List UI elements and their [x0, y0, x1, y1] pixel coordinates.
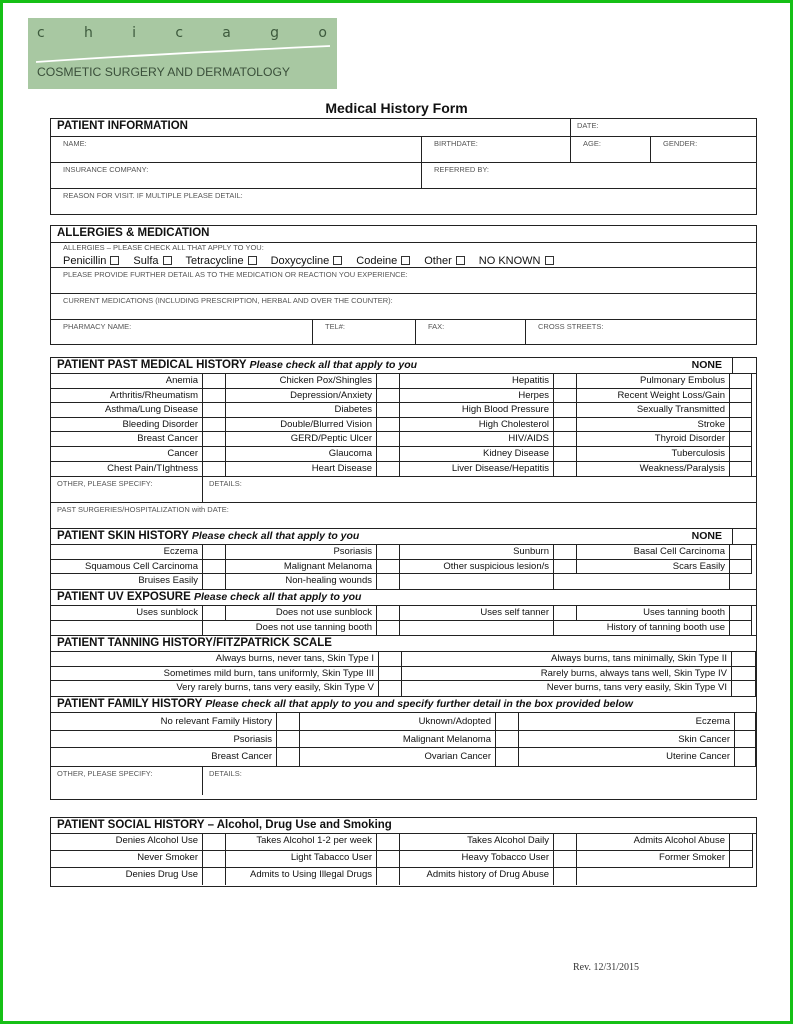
logo-letter: i — [132, 25, 137, 41]
none-checkbox[interactable] — [732, 358, 756, 373]
pharmacy-name-field[interactable]: PHARMACY NAME: — [63, 322, 132, 331]
condition-checkbox[interactable] — [731, 667, 756, 682]
uv-option-label: Uses tanning booth — [577, 606, 729, 621]
checkbox-icon[interactable] — [248, 256, 257, 265]
empty-cell — [400, 621, 553, 636]
age-field[interactable]: AGE: — [583, 139, 601, 148]
empty-cell — [729, 574, 752, 589]
skin-grid — [51, 545, 756, 590]
social-option-checkbox[interactable] — [729, 834, 753, 851]
grid-check-column — [553, 374, 577, 476]
condition-checkbox[interactable] — [376, 574, 400, 589]
empty-cell — [577, 868, 729, 885]
condition-checkbox[interactable] — [553, 374, 577, 389]
condition-checkbox[interactable] — [729, 403, 752, 418]
grid-label-column — [51, 374, 202, 476]
condition-label: Always burns, never tans, Skin Type I — [51, 652, 378, 667]
none-label: NONE — [691, 530, 722, 543]
empty-cell — [577, 574, 729, 589]
birthdate-field[interactable]: BIRTHDATE: — [434, 139, 478, 148]
condition-checkbox[interactable] — [729, 545, 752, 560]
social-header — [51, 818, 756, 834]
condition-label: Very rarely burns, tans very easily, Skin Type V — [176, 682, 374, 694]
current-medications-field[interactable]: CURRENT MEDICATIONS (INCLUDING PRESCRIPTION, HERBAL AND OVER THE COUNTER): — [63, 296, 393, 305]
social-row — [51, 851, 756, 868]
social-option-label: Takes Alcohol Daily — [400, 834, 553, 851]
condition-label: High Cholesterol — [400, 418, 553, 433]
grid-label-column — [577, 545, 729, 589]
condition-checkbox[interactable] — [378, 667, 402, 682]
section-instruction: Please check all that apply to you — [249, 359, 418, 371]
social-option-label: Admits history of Drug Abuse — [426, 869, 549, 880]
grid-check-column — [376, 606, 400, 635]
allergies-section — [50, 225, 757, 345]
condition-checkbox[interactable] — [276, 731, 300, 749]
uv-option-label: Uses self tanner — [400, 606, 553, 621]
social-option-label: Never Smoker — [51, 851, 202, 868]
logo-letter: a — [222, 25, 231, 41]
uv-option-checkbox[interactable] — [376, 621, 400, 636]
empty-cell — [400, 574, 553, 589]
grid-check-column — [376, 545, 400, 589]
condition-label: Liver Disease/Hepatitis — [451, 462, 549, 474]
grid-check-column — [276, 713, 300, 766]
grid-check-column — [202, 606, 226, 635]
grid-label-column — [577, 606, 729, 635]
condition-checkbox[interactable] — [376, 432, 400, 447]
condition-label: Ovarian Cancer — [424, 751, 491, 763]
condition-label: Eczema — [519, 713, 734, 731]
social-option-checkbox[interactable] — [553, 834, 577, 851]
allergy-option[interactable] — [479, 255, 554, 267]
section-heading: PATIENT FAMILY HISTORY — [57, 697, 203, 710]
grid-label-column — [51, 652, 378, 696]
tanning-grid — [51, 652, 756, 697]
family-details-field[interactable]: DETAILS: — [209, 768, 242, 778]
condition-label: Eczema — [51, 545, 202, 560]
condition-label: Weakness/Paralysis — [639, 462, 725, 474]
grid-check-column — [729, 545, 752, 589]
cross-streets-field[interactable]: CROSS STREETS: — [538, 322, 604, 331]
grid-label-column — [400, 606, 553, 635]
section-heading: PATIENT UV EXPOSURE — [57, 590, 191, 603]
condition-checkbox[interactable] — [202, 374, 226, 389]
social-option-checkbox[interactable] — [729, 851, 753, 868]
grid-check-column — [376, 374, 400, 476]
condition-checkbox[interactable] — [731, 681, 756, 696]
condition-label: Tuberculosis — [577, 447, 729, 462]
grid-label-column — [577, 374, 729, 476]
condition-checkbox[interactable] — [553, 418, 577, 433]
condition-label: Asthma/Lung Disease — [51, 403, 202, 418]
grid-label-column — [51, 545, 202, 589]
condition-checkbox[interactable] — [202, 432, 226, 447]
condition-checkbox[interactable] — [553, 462, 577, 477]
checkbox-icon[interactable] — [333, 256, 342, 265]
condition-label: Stroke — [577, 418, 729, 433]
condition-checkbox[interactable] — [202, 545, 226, 560]
condition-checkbox[interactable] — [378, 681, 402, 696]
gender-field[interactable]: GENDER: — [663, 139, 698, 148]
condition-checkbox[interactable] — [553, 447, 577, 462]
grid-check-column — [729, 374, 752, 476]
condition-label: No relevant Family History — [51, 713, 276, 731]
grid-label-column — [402, 652, 731, 696]
pharmacy-fax-field[interactable]: FAX: — [428, 322, 445, 331]
other-specify-field[interactable]: OTHER, PLEASE SPECIFY: — [57, 479, 153, 489]
grid-label-column — [226, 606, 376, 635]
condition-label: Skin Cancer — [519, 731, 734, 749]
section-heading: PATIENT TANNING HISTORY/FITZPATRICK SCALE — [57, 637, 332, 650]
section-heading: PATIENT SOCIAL HISTORY – Alcohol, Drug Use and Smoking — [57, 819, 392, 831]
allergy-label: NO KNOWN — [478, 255, 541, 267]
condition-checkbox[interactable] — [202, 560, 226, 575]
empty-cell — [729, 868, 753, 885]
condition-label: Arthritis/Rheumatism — [51, 389, 202, 404]
family-grid — [51, 713, 756, 767]
pharmacy-tel-field[interactable]: TEL#: — [325, 322, 346, 331]
family-other-field[interactable]: OTHER, PLEASE SPECIFY: — [57, 768, 153, 778]
uv-option-label: Does not use tanning booth — [255, 621, 372, 633]
condition-checkbox[interactable] — [731, 652, 756, 667]
grid-check-column — [731, 652, 756, 696]
condition-checkbox[interactable] — [202, 389, 226, 404]
condition-label: Breast Cancer — [51, 432, 202, 447]
past-medical-grid — [51, 374, 756, 477]
grid-check-column — [734, 713, 756, 766]
condition-label: Psoriasis — [226, 545, 376, 560]
allergy-label: Sulfa — [133, 255, 159, 267]
condition-checkbox[interactable] — [376, 403, 400, 418]
condition-label: Thyroid Disorder — [577, 432, 729, 447]
clinic-logo — [28, 18, 337, 89]
condition-label: Sunburn — [400, 545, 553, 560]
condition-label: Double/Blurred Vision — [226, 418, 376, 433]
social-option-checkbox[interactable] — [376, 834, 400, 851]
condition-label: Squamous Cell Carcinoma — [51, 560, 202, 575]
tanning-header — [51, 636, 756, 652]
condition-checkbox[interactable] — [202, 574, 226, 589]
condition-label: Malignant Melanoma — [300, 731, 495, 749]
grid-label-column — [400, 374, 553, 476]
empty-cell — [202, 621, 226, 636]
allergy-label: Penicillin — [63, 255, 107, 267]
empty-cell — [51, 621, 202, 636]
social-option-label: Former Smoker — [577, 851, 729, 868]
allergy-option[interactable] — [133, 255, 171, 267]
past-surgeries-field[interactable]: PAST SURGERIES/HOSPITALIZATION with DATE: — [57, 505, 229, 515]
condition-checkbox[interactable] — [729, 432, 752, 447]
condition-label: Other suspicious lesion/s — [400, 560, 553, 575]
family-header — [51, 697, 756, 713]
condition-label: Always burns, tans minimally, Skin Type II — [402, 652, 731, 667]
condition-checkbox[interactable] — [376, 462, 400, 477]
condition-checkbox[interactable] — [729, 418, 752, 433]
condition-label: Breast Cancer — [211, 751, 272, 763]
uv-header — [51, 590, 756, 606]
logo-letter: h — [83, 25, 93, 41]
uv-option-checkbox[interactable] — [729, 606, 752, 621]
condition-checkbox[interactable] — [729, 374, 752, 389]
grid-label-column — [300, 713, 495, 766]
condition-checkbox[interactable] — [202, 403, 226, 418]
uv-option-label: Does not use sunblock — [226, 606, 376, 621]
condition-label: Depression/Anxiety — [226, 389, 376, 404]
logo-letter: c — [175, 25, 184, 41]
social-option-label: Light Tabacco User — [226, 851, 376, 868]
uv-option-checkbox[interactable] — [376, 606, 400, 621]
condition-label: Kidney Disease — [400, 447, 553, 462]
condition-label: Never burns, tans very easily, Skin Type VI — [546, 682, 727, 694]
checkbox-icon[interactable] — [110, 256, 119, 265]
section-heading: PATIENT PAST MEDICAL HISTORY — [57, 359, 247, 371]
allergy-option[interactable] — [186, 255, 257, 267]
condition-label: High Blood Pressure — [400, 403, 553, 418]
uv-grid — [51, 606, 756, 636]
social-history-section — [50, 817, 757, 887]
condition-checkbox[interactable] — [495, 748, 519, 766]
skin-header — [51, 529, 756, 545]
social-row — [51, 834, 756, 851]
none-checkbox[interactable] — [732, 529, 756, 544]
uv-option-checkbox[interactable] — [202, 606, 226, 621]
checkbox-icon[interactable] — [401, 256, 410, 265]
condition-label: HIV/AIDS — [400, 432, 553, 447]
condition-label: Glaucoma — [226, 447, 376, 462]
social-option-label: Admits to Using Illegal Drugs — [250, 869, 372, 880]
revision-date: Rev. 12/31/2015 — [573, 962, 640, 973]
reaction-detail-field[interactable]: PLEASE PROVIDE FURTHER DETAIL AS TO THE MEDICATION OR REACTION YOU EXPERIENCE: — [63, 270, 408, 279]
logo-letter: o — [318, 25, 327, 41]
social-option-label: Takes Alcohol 1-2 per week — [226, 834, 376, 851]
condition-checkbox[interactable] — [734, 731, 756, 749]
grid-label-column — [400, 545, 553, 589]
grid-label-column — [226, 374, 376, 476]
condition-label: Pulmonary Embolus — [577, 374, 729, 389]
allergy-option[interactable] — [271, 255, 343, 267]
checkbox-icon[interactable] — [456, 256, 465, 265]
condition-label: Herpes — [400, 389, 553, 404]
condition-label: GERD/Peptic Ulcer — [226, 432, 376, 447]
allergy-label: Codeine — [356, 255, 398, 267]
grid-check-column — [202, 374, 226, 476]
grid-check-column — [202, 545, 226, 589]
condition-checkbox[interactable] — [202, 418, 226, 433]
date-field[interactable]: DATE: — [577, 121, 599, 130]
medical-history-section — [50, 357, 757, 800]
allergy-checklist — [63, 255, 568, 267]
condition-label: Chest Pain/TIghtness — [107, 462, 198, 474]
logo-subtitle: COSMETIC SURGERY AND DERMATOLOGY — [37, 65, 291, 79]
grid-check-column — [553, 545, 577, 589]
logo-letter: c — [37, 25, 45, 41]
grid-check-column — [378, 652, 402, 696]
section-heading: PATIENT SKIN HISTORY — [57, 530, 189, 543]
condition-label: Malignant Melanoma — [226, 560, 376, 575]
allergy-option[interactable] — [63, 255, 119, 267]
checkbox-icon[interactable] — [163, 256, 172, 265]
condition-checkbox[interactable] — [729, 447, 752, 462]
condition-checkbox[interactable] — [729, 560, 752, 575]
allergy-label: Doxycycline — [270, 255, 330, 267]
social-grid — [51, 834, 756, 885]
condition-checkbox[interactable] — [495, 713, 519, 731]
empty-cell — [553, 574, 577, 589]
section-heading: PATIENT INFORMATION — [57, 120, 188, 132]
condition-label: Uterine Cancer — [666, 751, 730, 763]
condition-checkbox[interactable] — [734, 713, 756, 731]
uv-option-checkbox[interactable] — [553, 606, 577, 621]
condition-label: Rarely burns, always tans well, Skin Type IV — [402, 667, 731, 682]
condition-label: Recent Weight Loss/Gain — [577, 389, 729, 404]
allergy-label: Tetracycline — [185, 255, 244, 267]
social-option-checkbox[interactable] — [202, 834, 226, 851]
checkbox-icon[interactable] — [545, 256, 554, 265]
condition-checkbox[interactable] — [376, 447, 400, 462]
condition-checkbox[interactable] — [553, 389, 577, 404]
social-option-checkbox[interactable] — [376, 851, 400, 868]
grid-check-column — [553, 606, 577, 635]
condition-checkbox[interactable] — [553, 560, 577, 575]
none-label: NONE — [691, 359, 722, 371]
grid-check-column — [729, 606, 752, 635]
form-title: Medical History Form — [325, 100, 468, 116]
empty-cell — [553, 621, 577, 636]
grid-label-column — [51, 713, 276, 766]
condition-checkbox[interactable] — [553, 545, 577, 560]
condition-checkbox[interactable] — [495, 731, 519, 749]
condition-checkbox[interactable] — [276, 713, 300, 731]
condition-label: Scars Easily — [577, 560, 729, 575]
condition-checkbox[interactable] — [276, 748, 300, 766]
uv-option-checkbox[interactable] — [729, 621, 752, 636]
condition-checkbox[interactable] — [202, 447, 226, 462]
condition-label: Basal Cell Carcinoma — [577, 545, 729, 560]
section-instruction: Please check all that apply to you — [191, 530, 360, 543]
logo-letter: g — [270, 25, 280, 41]
condition-label: Cancer — [51, 447, 202, 462]
condition-checkbox[interactable] — [729, 389, 752, 404]
condition-checkbox[interactable] — [378, 652, 402, 667]
condition-checkbox[interactable] — [376, 374, 400, 389]
allergy-check-label: ALLERGIES – PLEASE CHECK ALL THAT APPLY TO YOU: — [63, 243, 264, 252]
logo-wordmark — [37, 25, 327, 41]
name-field[interactable]: NAME: — [63, 139, 87, 148]
condition-checkbox[interactable] — [553, 432, 577, 447]
condition-checkbox[interactable] — [376, 418, 400, 433]
grid-label-column — [519, 713, 734, 766]
condition-label: Bruises Easily — [138, 575, 198, 587]
insurance-field[interactable]: INSURANCE COMPANY: — [63, 165, 149, 174]
condition-checkbox[interactable] — [202, 462, 226, 477]
condition-label: Anemia — [51, 374, 202, 389]
details-field[interactable]: DETAILS: — [209, 479, 242, 489]
social-option-label: Denies Alcohol Use — [51, 834, 202, 851]
condition-checkbox[interactable] — [376, 545, 400, 560]
grid-label-column — [226, 545, 376, 589]
condition-label: Psoriasis — [51, 731, 276, 749]
social-option-label: Admits Alcohol Abuse — [577, 834, 729, 851]
condition-checkbox[interactable] — [553, 403, 577, 418]
condition-label: Uknown/Adopted — [300, 713, 495, 731]
section-heading: ALLERGIES & MEDICATION — [57, 227, 210, 239]
condition-label: Heart Disease — [311, 462, 372, 474]
condition-checkbox[interactable] — [376, 560, 400, 575]
condition-checkbox[interactable] — [376, 389, 400, 404]
social-option-checkbox[interactable] — [376, 868, 400, 885]
allergy-option[interactable] — [356, 255, 410, 267]
uv-option-label: History of tanning booth use — [606, 621, 725, 633]
condition-checkbox[interactable] — [734, 748, 756, 766]
patient-information-section — [50, 118, 757, 215]
condition-label: Diabetes — [226, 403, 376, 418]
section-instruction: Please check all that apply to you — [193, 590, 362, 603]
allergy-label: Other — [424, 255, 452, 267]
social-option-checkbox[interactable] — [553, 868, 577, 885]
condition-label: Sexually Transmitted — [577, 403, 729, 418]
past-medical-header — [51, 358, 756, 374]
condition-label: Chicken Pox/Shingles — [226, 374, 376, 389]
uv-option-label: Uses sunblock — [51, 606, 202, 621]
reason-for-visit-field[interactable]: REASON FOR VISIT. IF MULTIPLE PLEASE DETAIL: — [63, 191, 243, 200]
condition-checkbox[interactable] — [729, 462, 752, 477]
allergy-option[interactable] — [424, 255, 465, 267]
section-instruction: Please check all that apply to you and specify further detail in the box provided below — [205, 697, 633, 710]
social-row — [51, 868, 756, 885]
grid-label-column — [51, 606, 202, 635]
condition-label: Sometimes mild burn, tans uniformly, Skin Type III — [51, 667, 378, 682]
social-option-checkbox[interactable] — [202, 851, 226, 868]
condition-label: Hepatitis — [400, 374, 553, 389]
social-option-label: Denies Drug Use — [125, 869, 198, 880]
condition-label: Bleeding Disorder — [51, 418, 202, 433]
grid-check-column — [495, 713, 519, 766]
social-option-checkbox[interactable] — [202, 868, 226, 885]
social-option-checkbox[interactable] — [553, 851, 577, 868]
condition-label: Non-healing wounds — [285, 575, 372, 587]
referred-by-field[interactable]: REFERRED BY: — [434, 165, 490, 174]
social-option-label: Heavy Tobacco User — [400, 851, 553, 868]
